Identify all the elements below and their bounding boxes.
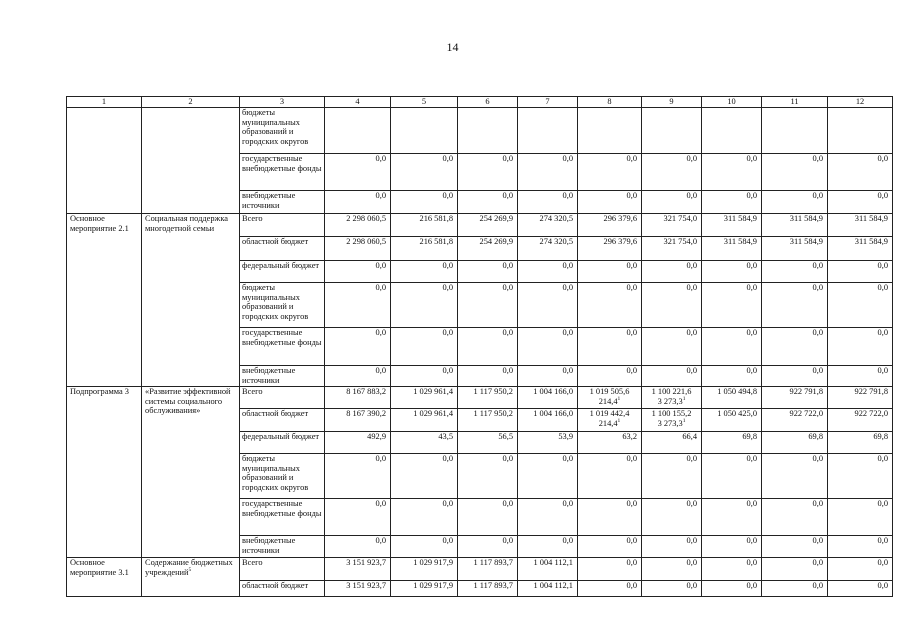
funding-source: областной бюджет — [240, 409, 325, 432]
value-cell: 3 151 923,7 — [325, 581, 391, 597]
value-cell: 0,0 — [518, 366, 578, 387]
value-cell: 274 320,5 — [518, 214, 578, 237]
value-cell: 0,0 — [325, 499, 391, 536]
value-cell: 0,0 — [458, 454, 518, 499]
value-cell: 69,8 — [828, 432, 893, 454]
value-cell: 0,0 — [578, 191, 642, 214]
value-cell: 0,0 — [391, 191, 458, 214]
value-cell: 296 379,6 — [578, 214, 642, 237]
value-cell — [391, 108, 458, 154]
header-row — [67, 97, 893, 108]
column-header-10: 10 — [702, 97, 762, 108]
funding-source: Всего — [240, 558, 325, 581]
value-cell: 0,0 — [391, 154, 458, 191]
value-cell: 1 050 425,0 — [702, 409, 762, 432]
value-cell: 0,0 — [762, 283, 828, 328]
value-cell: 0,0 — [828, 366, 893, 387]
value-cell: 0,0 — [828, 283, 893, 328]
value-cell: 0,0 — [325, 328, 391, 366]
value-cell: 0,0 — [518, 283, 578, 328]
funding-source: государственные внебюджетные фонды — [240, 499, 325, 536]
value-cell: 0,0 — [702, 536, 762, 558]
value-cell: 0,0 — [762, 454, 828, 499]
value-cell: 311 584,9 — [762, 237, 828, 261]
value-cell: 0,0 — [518, 261, 578, 283]
funding-source: бюджеты муниципальных образований и городских округов — [240, 283, 325, 328]
column-header-9: 9 — [642, 97, 702, 108]
value-cell — [458, 108, 518, 154]
value-cell: 0,0 — [762, 191, 828, 214]
value-cell: 216 581,8 — [391, 214, 458, 237]
value-cell: 0,0 — [828, 536, 893, 558]
funding-source: государственные внебюджетные фонды — [240, 154, 325, 191]
value-cell: 0,0 — [702, 558, 762, 581]
value-cell: 0,0 — [642, 536, 702, 558]
column-header-4: 4 — [325, 97, 391, 108]
value-cell: 0,0 — [702, 499, 762, 536]
value-cell: 1 019 505,6 214,4$^1$ — [578, 387, 642, 409]
value-cell: 922 722,0 — [828, 409, 893, 432]
value-cell: 0,0 — [762, 261, 828, 283]
value-cell: 0,0 — [578, 261, 642, 283]
value-cell: 922 722,0 — [762, 409, 828, 432]
value-cell: 0,0 — [642, 191, 702, 214]
value-cell: 0,0 — [642, 499, 702, 536]
funding-source: областной бюджет — [240, 581, 325, 597]
value-cell: 56,5 — [458, 432, 518, 454]
funding-source: бюджеты муниципальных образований и городских округов — [240, 108, 325, 154]
value-cell: 0,0 — [828, 154, 893, 191]
value-cell: 0,0 — [702, 154, 762, 191]
value-cell: 0,0 — [762, 558, 828, 581]
value-cell: 0,0 — [762, 154, 828, 191]
column-header-5: 5 — [391, 97, 458, 108]
column-header-1: 1 — [67, 97, 142, 108]
value-cell: 1 029 917,9 — [391, 558, 458, 581]
program-label: Основное мероприятие 3.1 — [67, 558, 142, 597]
value-cell: 0,0 — [828, 581, 893, 597]
value-cell: 0,0 — [391, 366, 458, 387]
value-cell: 0,0 — [325, 191, 391, 214]
value-cell — [578, 108, 642, 154]
value-cell: 0,0 — [518, 499, 578, 536]
table-row — [67, 387, 893, 409]
value-cell: 0,0 — [762, 366, 828, 387]
value-cell: 0,0 — [642, 154, 702, 191]
value-cell — [325, 108, 391, 154]
value-cell: 66,4 — [642, 432, 702, 454]
value-cell: 0,0 — [325, 283, 391, 328]
value-cell: 0,0 — [578, 454, 642, 499]
program-name: Содержание бюджетных учреждений$^5$ — [142, 558, 240, 597]
value-cell: 0,0 — [828, 191, 893, 214]
value-cell: 0,0 — [458, 191, 518, 214]
funding-source: областной бюджет — [240, 237, 325, 261]
program-label: Основное мероприятие 2.1 — [67, 214, 142, 387]
value-cell: 0,0 — [702, 191, 762, 214]
value-cell: 0,0 — [391, 454, 458, 499]
value-cell: 0,0 — [578, 536, 642, 558]
value-cell: 311 584,9 — [762, 214, 828, 237]
value-cell: 8 167 390,2 — [325, 409, 391, 432]
funding-source: федеральный бюджет — [240, 432, 325, 454]
table-row — [67, 108, 893, 154]
value-cell: 1 117 893,7 — [458, 558, 518, 581]
value-cell: 1 019 442,4 214,4$^1$ — [578, 409, 642, 432]
value-cell: 922 791,8 — [762, 387, 828, 409]
value-cell: 1 050 494,8 — [702, 387, 762, 409]
funding-source: внебюджетные источники — [240, 536, 325, 558]
value-cell: 0,0 — [702, 328, 762, 366]
column-header-6: 6 — [458, 97, 518, 108]
value-cell: 69,8 — [702, 432, 762, 454]
value-cell: 0,0 — [458, 154, 518, 191]
value-cell: 0,0 — [325, 454, 391, 499]
value-cell: 3 151 923,7 — [325, 558, 391, 581]
value-cell: 2 298 060,5 — [325, 237, 391, 261]
value-cell: 1 029 917,9 — [391, 581, 458, 597]
value-cell: 0,0 — [578, 581, 642, 597]
value-cell: 0,0 — [391, 261, 458, 283]
value-cell: 0,0 — [642, 558, 702, 581]
value-cell: 0,0 — [762, 499, 828, 536]
value-cell: 0,0 — [702, 366, 762, 387]
value-cell: 0,0 — [518, 536, 578, 558]
value-cell: 1 004 166,0 — [518, 387, 578, 409]
value-cell: 0,0 — [518, 191, 578, 214]
value-cell: 0,0 — [578, 366, 642, 387]
value-cell: 0,0 — [828, 558, 893, 581]
value-cell: 0,0 — [578, 499, 642, 536]
column-header-2: 2 — [142, 97, 240, 108]
value-cell: 43,5 — [391, 432, 458, 454]
value-cell: 1 029 961,4 — [391, 409, 458, 432]
value-cell: 0,0 — [762, 536, 828, 558]
value-cell — [642, 108, 702, 154]
program-label — [67, 108, 142, 214]
value-cell: 0,0 — [458, 536, 518, 558]
value-cell: 0,0 — [642, 283, 702, 328]
value-cell: 0,0 — [702, 454, 762, 499]
value-cell: 254 269,9 — [458, 214, 518, 237]
column-header-8: 8 — [578, 97, 642, 108]
budget-table — [66, 96, 893, 597]
value-cell: 0,0 — [458, 261, 518, 283]
value-cell: 0,0 — [391, 283, 458, 328]
value-cell: 0,0 — [518, 154, 578, 191]
column-header-12: 12 — [828, 97, 893, 108]
program-name: Социальная поддержка многодетной семьи — [142, 214, 240, 387]
value-cell — [762, 108, 828, 154]
value-cell: 53,9 — [518, 432, 578, 454]
value-cell: 0,0 — [391, 328, 458, 366]
value-cell: 492,9 — [325, 432, 391, 454]
funding-source: Всего — [240, 214, 325, 237]
program-name — [142, 108, 240, 214]
value-cell: 1 117 950,2 — [458, 387, 518, 409]
value-cell: 274 320,5 — [518, 237, 578, 261]
value-cell: 0,0 — [458, 283, 518, 328]
value-cell: 0,0 — [325, 536, 391, 558]
value-cell: 0,0 — [828, 328, 893, 366]
value-cell: 0,0 — [642, 261, 702, 283]
value-cell: 8 167 883,2 — [325, 387, 391, 409]
value-cell: 0,0 — [458, 328, 518, 366]
value-cell: 0,0 — [325, 261, 391, 283]
value-cell: 0,0 — [642, 454, 702, 499]
program-name: «Развитие эффективной системы социального обслуживания» — [142, 387, 240, 558]
value-cell: 0,0 — [458, 499, 518, 536]
value-cell — [702, 108, 762, 154]
value-cell: 2 298 060,5 — [325, 214, 391, 237]
funding-source: Всего — [240, 387, 325, 409]
value-cell: 0,0 — [325, 154, 391, 191]
program-label: Подпрограмма 3 — [67, 387, 142, 558]
value-cell: 0,0 — [458, 366, 518, 387]
value-cell: 1 029 961,4 — [391, 387, 458, 409]
value-cell: 0,0 — [828, 499, 893, 536]
value-cell: 1 004 112,1 — [518, 558, 578, 581]
value-cell: 254 269,9 — [458, 237, 518, 261]
column-header-11: 11 — [762, 97, 828, 108]
value-cell — [828, 108, 893, 154]
column-header-3: 3 — [240, 97, 325, 108]
funding-source: бюджеты муниципальных образований и городских округов — [240, 454, 325, 499]
value-cell: 0,0 — [702, 581, 762, 597]
column-header-7: 7 — [518, 97, 578, 108]
value-cell: 321 754,0 — [642, 214, 702, 237]
value-cell: 1 117 893,7 — [458, 581, 518, 597]
value-cell: 216 581,8 — [391, 237, 458, 261]
value-cell: 1 004 166,0 — [518, 409, 578, 432]
value-cell: 0,0 — [642, 581, 702, 597]
value-cell: 0,0 — [518, 454, 578, 499]
value-cell: 311 584,9 — [702, 237, 762, 261]
table-row — [67, 558, 893, 581]
value-cell: 0,0 — [518, 328, 578, 366]
value-cell: 311 584,9 — [828, 237, 893, 261]
page-number: 14 — [446, 40, 459, 54]
funding-source: внебюджетные источники — [240, 366, 325, 387]
value-cell: 0,0 — [642, 328, 702, 366]
value-cell: 0,0 — [578, 328, 642, 366]
value-cell: 63,2 — [578, 432, 642, 454]
value-cell: 311 584,9 — [828, 214, 893, 237]
value-cell: 0,0 — [828, 261, 893, 283]
value-cell: 0,0 — [391, 499, 458, 536]
value-cell: 0,0 — [578, 283, 642, 328]
value-cell: 1 117 950,2 — [458, 409, 518, 432]
value-cell: 922 791,8 — [828, 387, 893, 409]
value-cell: 0,0 — [578, 558, 642, 581]
funding-source: федеральный бюджет — [240, 261, 325, 283]
value-cell: 321 754,0 — [642, 237, 702, 261]
value-cell: 69,8 — [762, 432, 828, 454]
value-cell: 311 584,9 — [702, 214, 762, 237]
value-cell: 0,0 — [578, 154, 642, 191]
value-cell: 1 100 221,6 3 273,3$^1$ — [642, 387, 702, 409]
funding-source: внебюджетные источники — [240, 191, 325, 214]
table-row — [67, 214, 893, 237]
value-cell: 296 379,6 — [578, 237, 642, 261]
value-cell: 0,0 — [762, 328, 828, 366]
value-cell: 0,0 — [828, 454, 893, 499]
funding-source: государственные внебюджетные фонды — [240, 328, 325, 366]
value-cell: 1 004 112,1 — [518, 581, 578, 597]
value-cell — [518, 108, 578, 154]
value-cell: 0,0 — [642, 366, 702, 387]
value-cell: 0,0 — [702, 283, 762, 328]
value-cell: 1 100 155,2 3 273,3$^1$ — [642, 409, 702, 432]
value-cell: 0,0 — [325, 366, 391, 387]
value-cell: 0,0 — [762, 581, 828, 597]
value-cell: 0,0 — [702, 261, 762, 283]
value-cell: 0,0 — [391, 536, 458, 558]
